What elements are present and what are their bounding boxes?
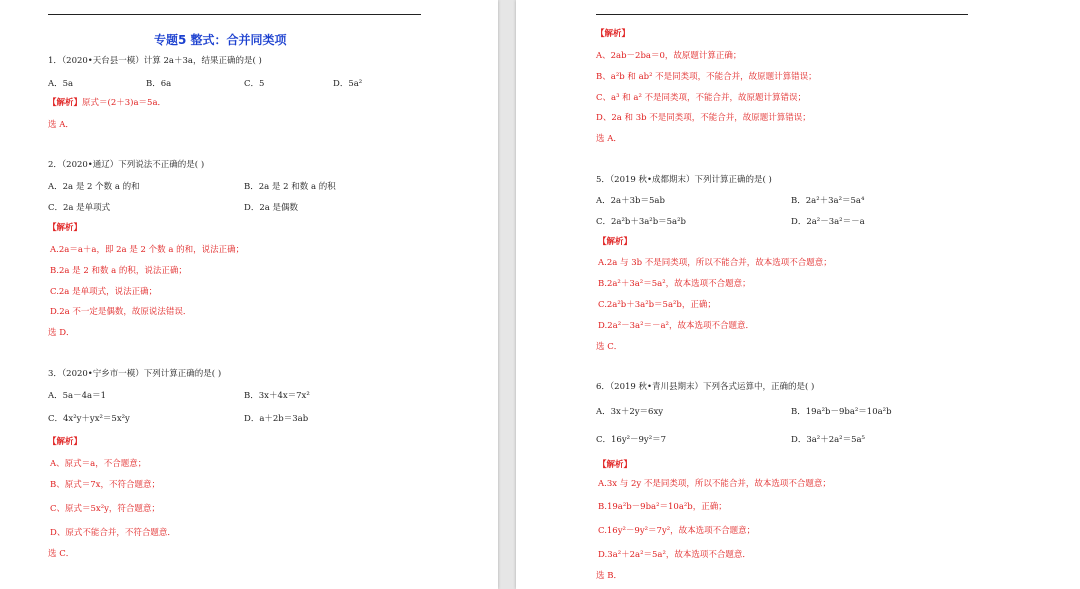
q2-option-c: C．2a 是单项式 [48, 203, 111, 213]
q6-option-b: B．19a²b－9ba²＝10a²b [791, 407, 892, 417]
q2-step-3: C.2a 是单项式，说法正确； [50, 287, 158, 297]
q5-step-1: A.2a 与 3b 不是同类项，所以不能合并，故本选项不合题意； [598, 258, 832, 268]
q6-step-4: D.3a²＋2a²＝5a²，故本选项不合题意． [598, 550, 751, 560]
q6-option-d: D．3a²＋2a²＝5a⁵ [791, 435, 865, 445]
q5-option-c: C．2a²b＋3a²b＝5a²b [596, 217, 686, 227]
question-6-stem: 6．（2019 秋•青川县期末）下列各式运算中，正确的是( ) [596, 382, 815, 392]
q2-option-b: B．2a 是 2 和数 a 的积 [244, 182, 336, 192]
q3-step-1: A、原式＝a，不合题意； [50, 459, 147, 469]
q6-answer: 选 B． [596, 571, 622, 581]
q5-answer: 选 C． [596, 342, 623, 352]
q2-answer: 选 D． [48, 328, 75, 338]
q3-option-a: A．5a－4a＝1 [48, 391, 106, 401]
document-page-2 [516, 0, 1080, 589]
page-title: 专题5 整式：合并同类项 [154, 33, 287, 47]
q5-step-2: B.2a²＋3a²＝5a²，故本选项不合题意； [598, 279, 751, 289]
q6-step-2: B.19a²b－9ba²＝10a²b，正确； [598, 502, 727, 512]
q3-answer: 选 C． [48, 549, 75, 559]
q3-option-b: B．3x＋4x＝7x² [244, 391, 310, 401]
header-rule [596, 14, 968, 15]
q1-option-a: A．5a [48, 79, 74, 89]
q2-option-a: A．2a 是 2 个数 a 的和 [48, 182, 140, 192]
q3-step-4: D、原式不能合并，不符合题意． [50, 528, 176, 538]
q5-option-a: A．2a＋3b＝5ab [596, 196, 665, 206]
q4-analysis-label: 【解析】 [596, 29, 631, 39]
q4-step-2: B、a²b 和 ab² 不是同类项，不能合并，故原题计算错误； [596, 72, 817, 82]
q1-answer: 选 A． [48, 120, 74, 130]
q1-analysis-label: 【解析】 [48, 98, 83, 108]
q6-analysis-label: 【解析】 [598, 460, 633, 470]
q5-step-4: D.2a²－3a²＝－a²，故本选项不合题意． [598, 321, 754, 331]
q2-option-d: D．2a 是偶数 [244, 203, 298, 213]
q3-option-d: D．a＋2b＝3ab [244, 414, 309, 424]
q2-analysis-label: 【解析】 [48, 223, 83, 233]
q1-option-b: B．6a [146, 79, 172, 89]
q6-step-3: C.16y²－9y²＝7y²，故本选项不合题意； [598, 526, 756, 536]
q5-analysis-label: 【解析】 [598, 237, 633, 247]
q3-step-3: C、原式＝5x²y，符合题意； [50, 504, 160, 514]
q5-option-d: D．2a²－3a²＝－a [791, 217, 865, 227]
q3-option-c: C．4x²y＋yx²＝5x²y [48, 414, 130, 424]
question-1-stem: 1．（2020•天台县一模）计算 2a＋3a，结果正确的是( ) [48, 56, 262, 66]
q1-solution-text: 原式＝(2＋3)a＝5a． [82, 98, 167, 108]
document-page-1 [0, 0, 498, 589]
q5-option-b: B．2a²＋3a²＝5a⁴ [791, 196, 865, 206]
question-2-stem: 2．（2020•通辽）下列说法不正确的是( ) [48, 160, 205, 170]
q1-solution [48, 98, 166, 109]
question-5-stem: 5．（2019 秋•成都期末）下列计算正确的是( ) [596, 175, 772, 185]
q4-step-4: D、2a 和 3b 不是同类项，不能合并，故原题计算错误； [596, 113, 811, 123]
q1-option-d: D．5a² [333, 79, 363, 89]
q3-step-2: B、原式＝7x，不符合题意； [50, 480, 160, 490]
q5-step-3: C.2a²b＋3a²b＝5a²b，正确； [598, 300, 716, 310]
header-rule [48, 14, 421, 15]
question-3-stem: 3．（2020•宁乡市一模）下列计算正确的是( ) [48, 369, 222, 379]
q4-step-3: C、a³ 和 a² 不是同类项，不能合并，故原题计算错误； [596, 93, 807, 103]
q6-option-c: C．16y²－9y²＝7 [596, 435, 667, 445]
q3-analysis-label: 【解析】 [48, 437, 83, 447]
q4-answer: 选 A． [596, 134, 622, 144]
q2-step-4: D.2a 不一定是偶数，故原说法错误． [50, 307, 192, 317]
q6-option-a: A．3x＋2y＝6xy [596, 407, 664, 417]
q2-step-2: B.2a 是 2 和数 a 的积，说法正确； [50, 266, 187, 276]
q2-step-1: A.2a＝a＋a，即 2a 是 2 个数 a 的和，说法正确； [50, 245, 245, 255]
q1-option-c: C．5 [244, 79, 265, 89]
q4-step-1: A、2ab－2ba＝0，故原题计算正确； [596, 51, 742, 61]
q6-step-1: A.3x 与 2y 不是同类项，所以不能合并，故本选项不合题意； [598, 479, 831, 489]
